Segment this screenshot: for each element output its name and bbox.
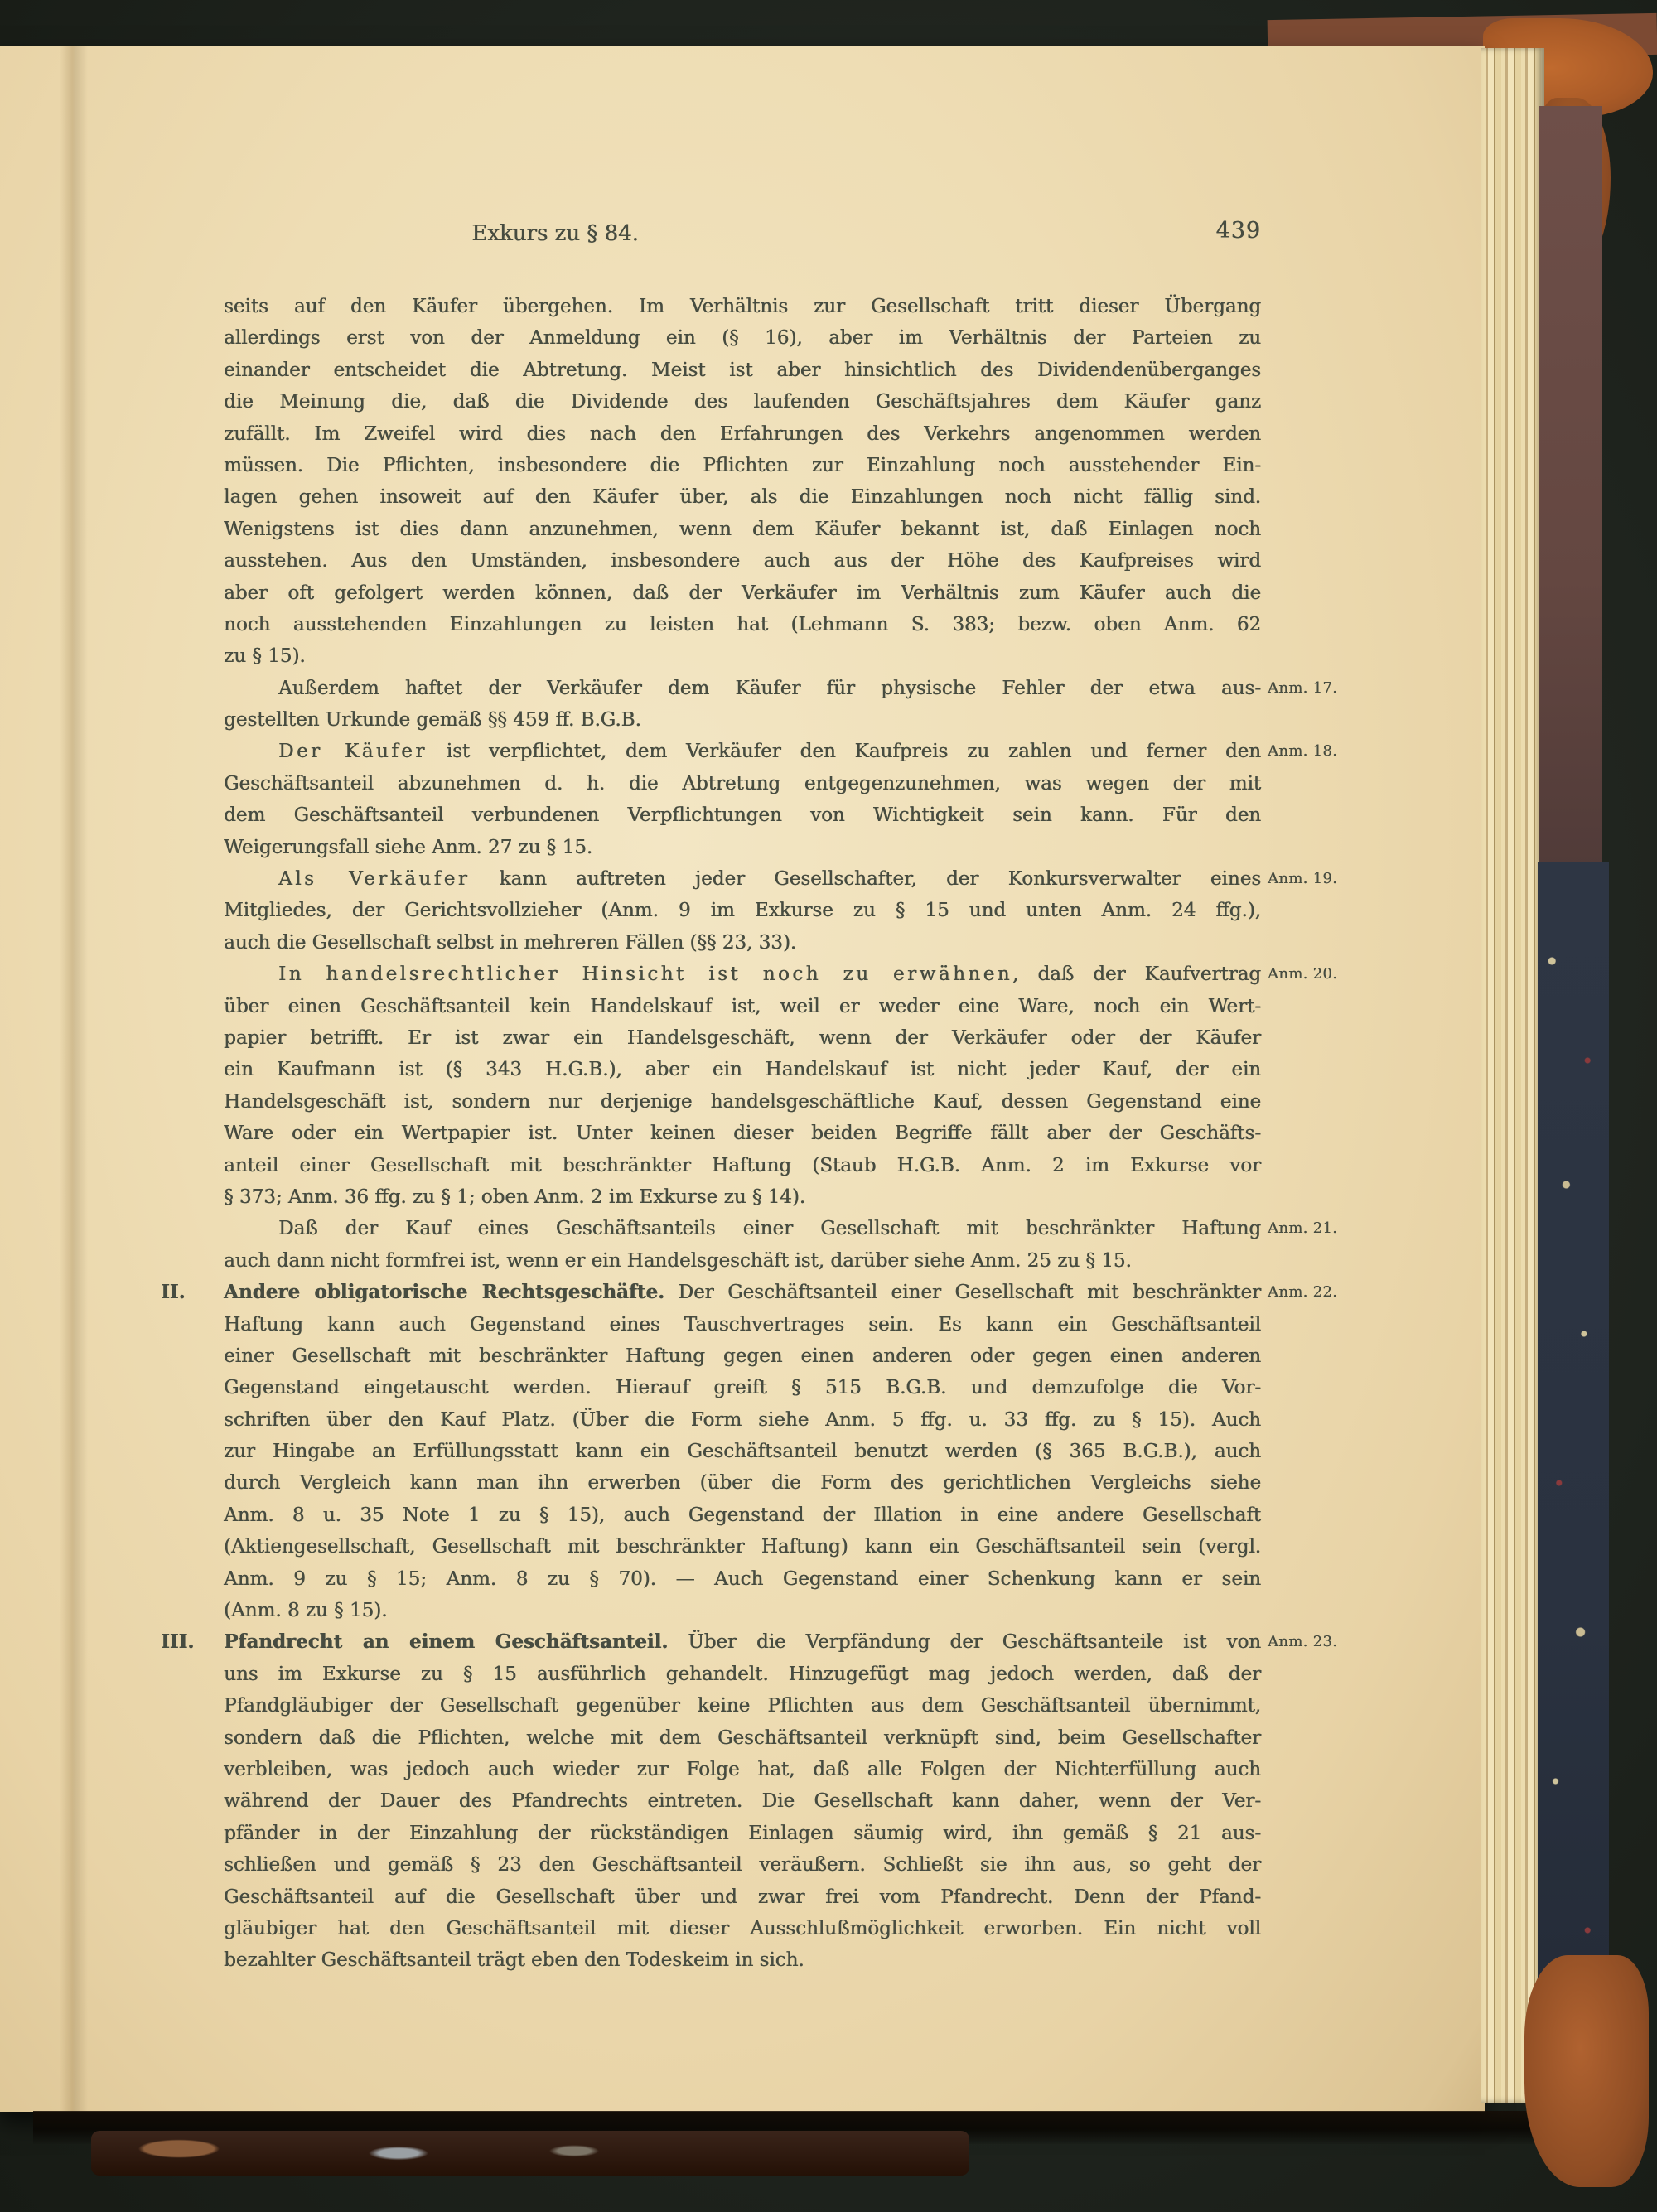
text-line: lagen gehen insoweit auf den Käufer über, als die Einzahlungen noch nicht fällig sind.	[224, 486, 1261, 509]
text-line: Gegenstand eingetauscht werden. Hierauf greift § 515 B.G.B. und demzufolge die Vor-	[224, 1377, 1261, 1399]
leather-corner-bottom-right	[1524, 1955, 1649, 2187]
text-line: einer Gesellschaft mit beschränkter Haftung gegen einen anderen oder gegen einen anderen	[224, 1345, 1261, 1367]
text-line: Geschäftsanteil abzunehmen d. h. die Abtretung entgegenzunehmen, was wegen der mit	[224, 772, 1261, 794]
cover-spine-band	[1539, 106, 1602, 893]
page-number: 439	[1215, 218, 1261, 244]
text-line: Pfandgläubiger der Gesellschaft gegenüber keine Pflichten aus dem Geschäftsanteil übernimmt,	[224, 1695, 1261, 1717]
text-line: gestellten Urkunde gemäß §§ 459 ff. B.G.B.	[224, 709, 641, 732]
section-heading: Andere obligatorische Rechtsgeschäfte.	[224, 1281, 664, 1304]
text-line: Der Käufer ist verpflichtet, dem Verkäufer den Kaufpreis zu zahlen und ferner den Anm. 18.	[224, 736, 1261, 767]
section-heading: Pfandrecht an einem Geschäftsanteil.	[224, 1630, 669, 1654]
text-line: seits auf den Käufer übergehen. Im Verhältnis zur Gesellschaft tritt dieser Übergang	[224, 296, 1261, 317]
text-line: anteil einer Gesellschaft mit beschränkter Haftung (Staub H.G.B. Anm. 2 im Exkurse vor	[224, 1154, 1261, 1176]
text-line: III. Pfandrecht an einem Geschäftsanteil. Über die Verpfändung der Geschäftsanteile ist von Anm. 23.	[224, 1626, 1261, 1658]
text-line: In handelsrechtlicher Hinsicht ist noch zu erwähnen, daß der Kaufvertrag Anm. 20.	[224, 959, 1261, 990]
section-numeral: II.	[161, 1281, 186, 1304]
text-line: durch Vergleich kann man ihn erwerben (über die Form des gerichtlichen Vergleichs siehe	[224, 1472, 1261, 1495]
text-line: zufällt. Im Zweifel wird dies nach den Erfahrungen des Verkehrs angenommen werden	[224, 423, 1261, 445]
section-numeral: III.	[161, 1630, 195, 1654]
text-line: ein Kaufmann ist (§ 343 H.G.B.), aber ein Handelskauf ist nicht jeder Kauf, der ein	[224, 1059, 1261, 1081]
text-line: uns im Exkurse zu § 15 ausführlich gehandelt. Hinzugefügt mag jedoch werden, daß der	[224, 1663, 1261, 1685]
text-line: ausstehen. Aus den Umständen, insbesondere auch aus der Höhe des Kaufpreises wird	[224, 550, 1261, 572]
running-head-title: Exkurs zu § 84.	[471, 221, 639, 246]
text-line: bezahlter Geschäftsanteil trägt eben den Todeskeim in sich.	[224, 1949, 804, 1972]
text-line: Anm. 9 zu § 15; Anm. 8 zu § 70). — Auch Gegenstand einer Schenkung kann er sein	[224, 1567, 1261, 1590]
text-line: Wenigstens ist dies dann anzunehmen, wenn dem Käufer bekannt ist, daß Einlagen noch	[224, 518, 1261, 540]
text-line: verbleiben, was jedoch auch wieder zur Folge hat, daß alle Folgen der Nichterfüllung auch	[224, 1758, 1261, 1780]
text-line: Ware oder ein Wertpapier ist. Unter keinen dieser beiden Begriffe fällt aber der Geschäfts-	[224, 1123, 1261, 1145]
text-line: (Anm. 8 zu § 15).	[224, 1600, 388, 1622]
text-line: Weigerungsfall siehe Anm. 27 zu § 15.	[224, 836, 593, 858]
margin-annotation: Anm. 17.	[1268, 679, 1338, 697]
text-line: Daß der Kauf eines Geschäftsanteils einer Gesellschaft mit beschränkter Haftung Anm. 21.	[224, 1213, 1261, 1244]
text-line: gläubiger hat den Geschäftsanteil mit dieser Ausschlußmöglichkeit erworben. Ein nicht voll	[224, 1917, 1261, 1939]
text-line: Als Verkäufer kann auftreten jeder Gesellschafter, der Konkursverwalter eines Anm. 19.	[224, 863, 1261, 895]
text-line: schließen und gemäß § 23 den Geschäftsanteil veräußern. Schließt sie ihn aus, so geht der	[224, 1854, 1261, 1876]
text-line: einander entscheidet die Abtretung. Meist ist aber hinsichtlich des Dividendenüberganges	[224, 359, 1261, 381]
text-line: II. Andere obligatorische Rechtsgeschäfte. Der Geschäftsanteil einer Gesellschaft mit beschränkter Anm. 22.	[224, 1277, 1261, 1308]
text-line: (Aktiengesellschaft, Gesellschaft mit beschränkter Haftung) kann ein Geschäftsanteil sein (vergl.	[224, 1536, 1261, 1558]
text-block	[161, 291, 1338, 1977]
margin-annotation: Anm. 18.	[1268, 742, 1338, 761]
text-paragraph	[224, 863, 1338, 959]
text-line: pfänder in der Einzahlung der rückständigen Einlagen säumig wird, ihn gemäß § 21 aus-	[224, 1822, 1261, 1844]
margin-annotation: Anm. 23.	[1268, 1633, 1338, 1651]
text-line: Haftung kann auch Gegenstand eines Tauschvertrages sein. Es kann ein Geschäftsanteil	[224, 1313, 1261, 1335]
text-line: Handelsgeschäft ist, sondern nur derjenige handelsgeschäftliche Kauf, dessen Gegenstand eine	[224, 1090, 1261, 1113]
text-paragraph	[224, 959, 1338, 1213]
leather-cover-bottom-edge	[91, 2131, 969, 2176]
margin-annotation: Anm. 19.	[1268, 870, 1338, 888]
emphasized-spaced-text: In handelsrechtlicher Hinsicht ist noch zu erwähnen	[278, 964, 1012, 986]
page-edge-stack	[1481, 48, 1544, 2103]
page-gutter-crease	[60, 46, 88, 2112]
text-paragraph	[224, 291, 1261, 673]
text-paragraph	[161, 1277, 1338, 1626]
text-line: Außerdem haftet der Verkäufer dem Käufer für physische Fehler der etwa aus- Anm. 17.	[224, 673, 1261, 704]
text-line: müssen. Die Pflichten, insbesondere die Pflichten zur Einzahlung noch ausstehender Ein-	[224, 454, 1261, 476]
text-line: noch ausstehenden Einzahlungen zu leisten hat (Lehmann S. 383; bezw. oben Anm. 62	[224, 613, 1261, 635]
text-line: sondern daß die Pflichten, welche mit dem Geschäftsanteil verknüpft sind, beim Gesellschafter	[224, 1727, 1261, 1749]
text-line: allerdings erst von der Anmeldung ein (§ 16), aber im Verhältnis der Parteien zu	[224, 327, 1261, 350]
margin-annotation: Anm. 20.	[1268, 965, 1338, 983]
text-line: auch die Gesellschaft selbst in mehreren Fällen (§§ 23, 33).	[224, 931, 797, 954]
text-line: § 373; Anm. 36 ffg. zu § 1; oben Anm. 2 im Exkurse zu § 14).	[224, 1186, 806, 1208]
margin-annotation: Anm. 21.	[1268, 1219, 1338, 1238]
text-line: Mitgliedes, der Gerichtsvollzieher (Anm. 9 im Exkurse zu § 15 und unten Anm. 24 ffg.),	[224, 900, 1261, 922]
book-page	[0, 46, 1485, 2112]
emphasized-spaced-text: Der Käufer	[278, 741, 428, 763]
text-line: die Meinung die, daß die Dividende des laufenden Geschäftsjahres dem Käufer ganz	[224, 391, 1261, 413]
text-paragraph	[224, 736, 1338, 863]
text-line: zu § 15).	[224, 645, 306, 668]
emphasized-spaced-text: Als Verkäufer	[278, 868, 471, 891]
text-line: auch dann nicht formfrei ist, wenn er ein Handelsgeschäft ist, darüber siehe Anm. 25 zu § 15.	[224, 1249, 1132, 1272]
text-line: Anm. 8 u. 35 Note 1 zu § 15), auch Gegenstand der Illation in eine andere Gesellschaft	[224, 1504, 1261, 1526]
marbled-cover-paper	[1538, 862, 1609, 2104]
text-line: Geschäftsanteil auf die Gesellschaft über und zwar frei vom Pfandrecht. Denn der Pfand-	[224, 1886, 1261, 1908]
text-line: papier betrifft. Er ist zwar ein Handelsgeschäft, wenn der Verkäufer oder der Käufer	[224, 1026, 1261, 1049]
text-line: während der Dauer des Pfandrechts eintreten. Die Gesellschaft kann daher, wenn der Ver-	[224, 1790, 1261, 1813]
text-line: zur Hingabe an Erfüllungsstatt kann ein Geschäftsanteil benutzt werden (§ 365 B.G.B.), auch	[224, 1441, 1261, 1463]
margin-annotation: Anm. 22.	[1268, 1283, 1338, 1302]
text-paragraph	[224, 1213, 1338, 1277]
text-paragraph	[161, 1626, 1338, 1976]
text-line: schriften über den Kauf Platz. (Über die Form siehe Anm. 5 ffg. u. 33 ffg. zu § 15). Auch	[224, 1408, 1261, 1431]
text-paragraph	[224, 673, 1338, 737]
text-line: aber oft gefolgert werden können, daß der Verkäufer im Verhältnis zum Käufer auch die	[224, 582, 1261, 604]
text-line: über einen Geschäftsanteil kein Handelskauf ist, weil er weder eine Ware, noch ein Wert-	[224, 995, 1261, 1017]
text-line: dem Geschäftsanteil verbundenen Verpflichtungen von Wichtigkeit sein kann. Für den	[224, 804, 1261, 827]
